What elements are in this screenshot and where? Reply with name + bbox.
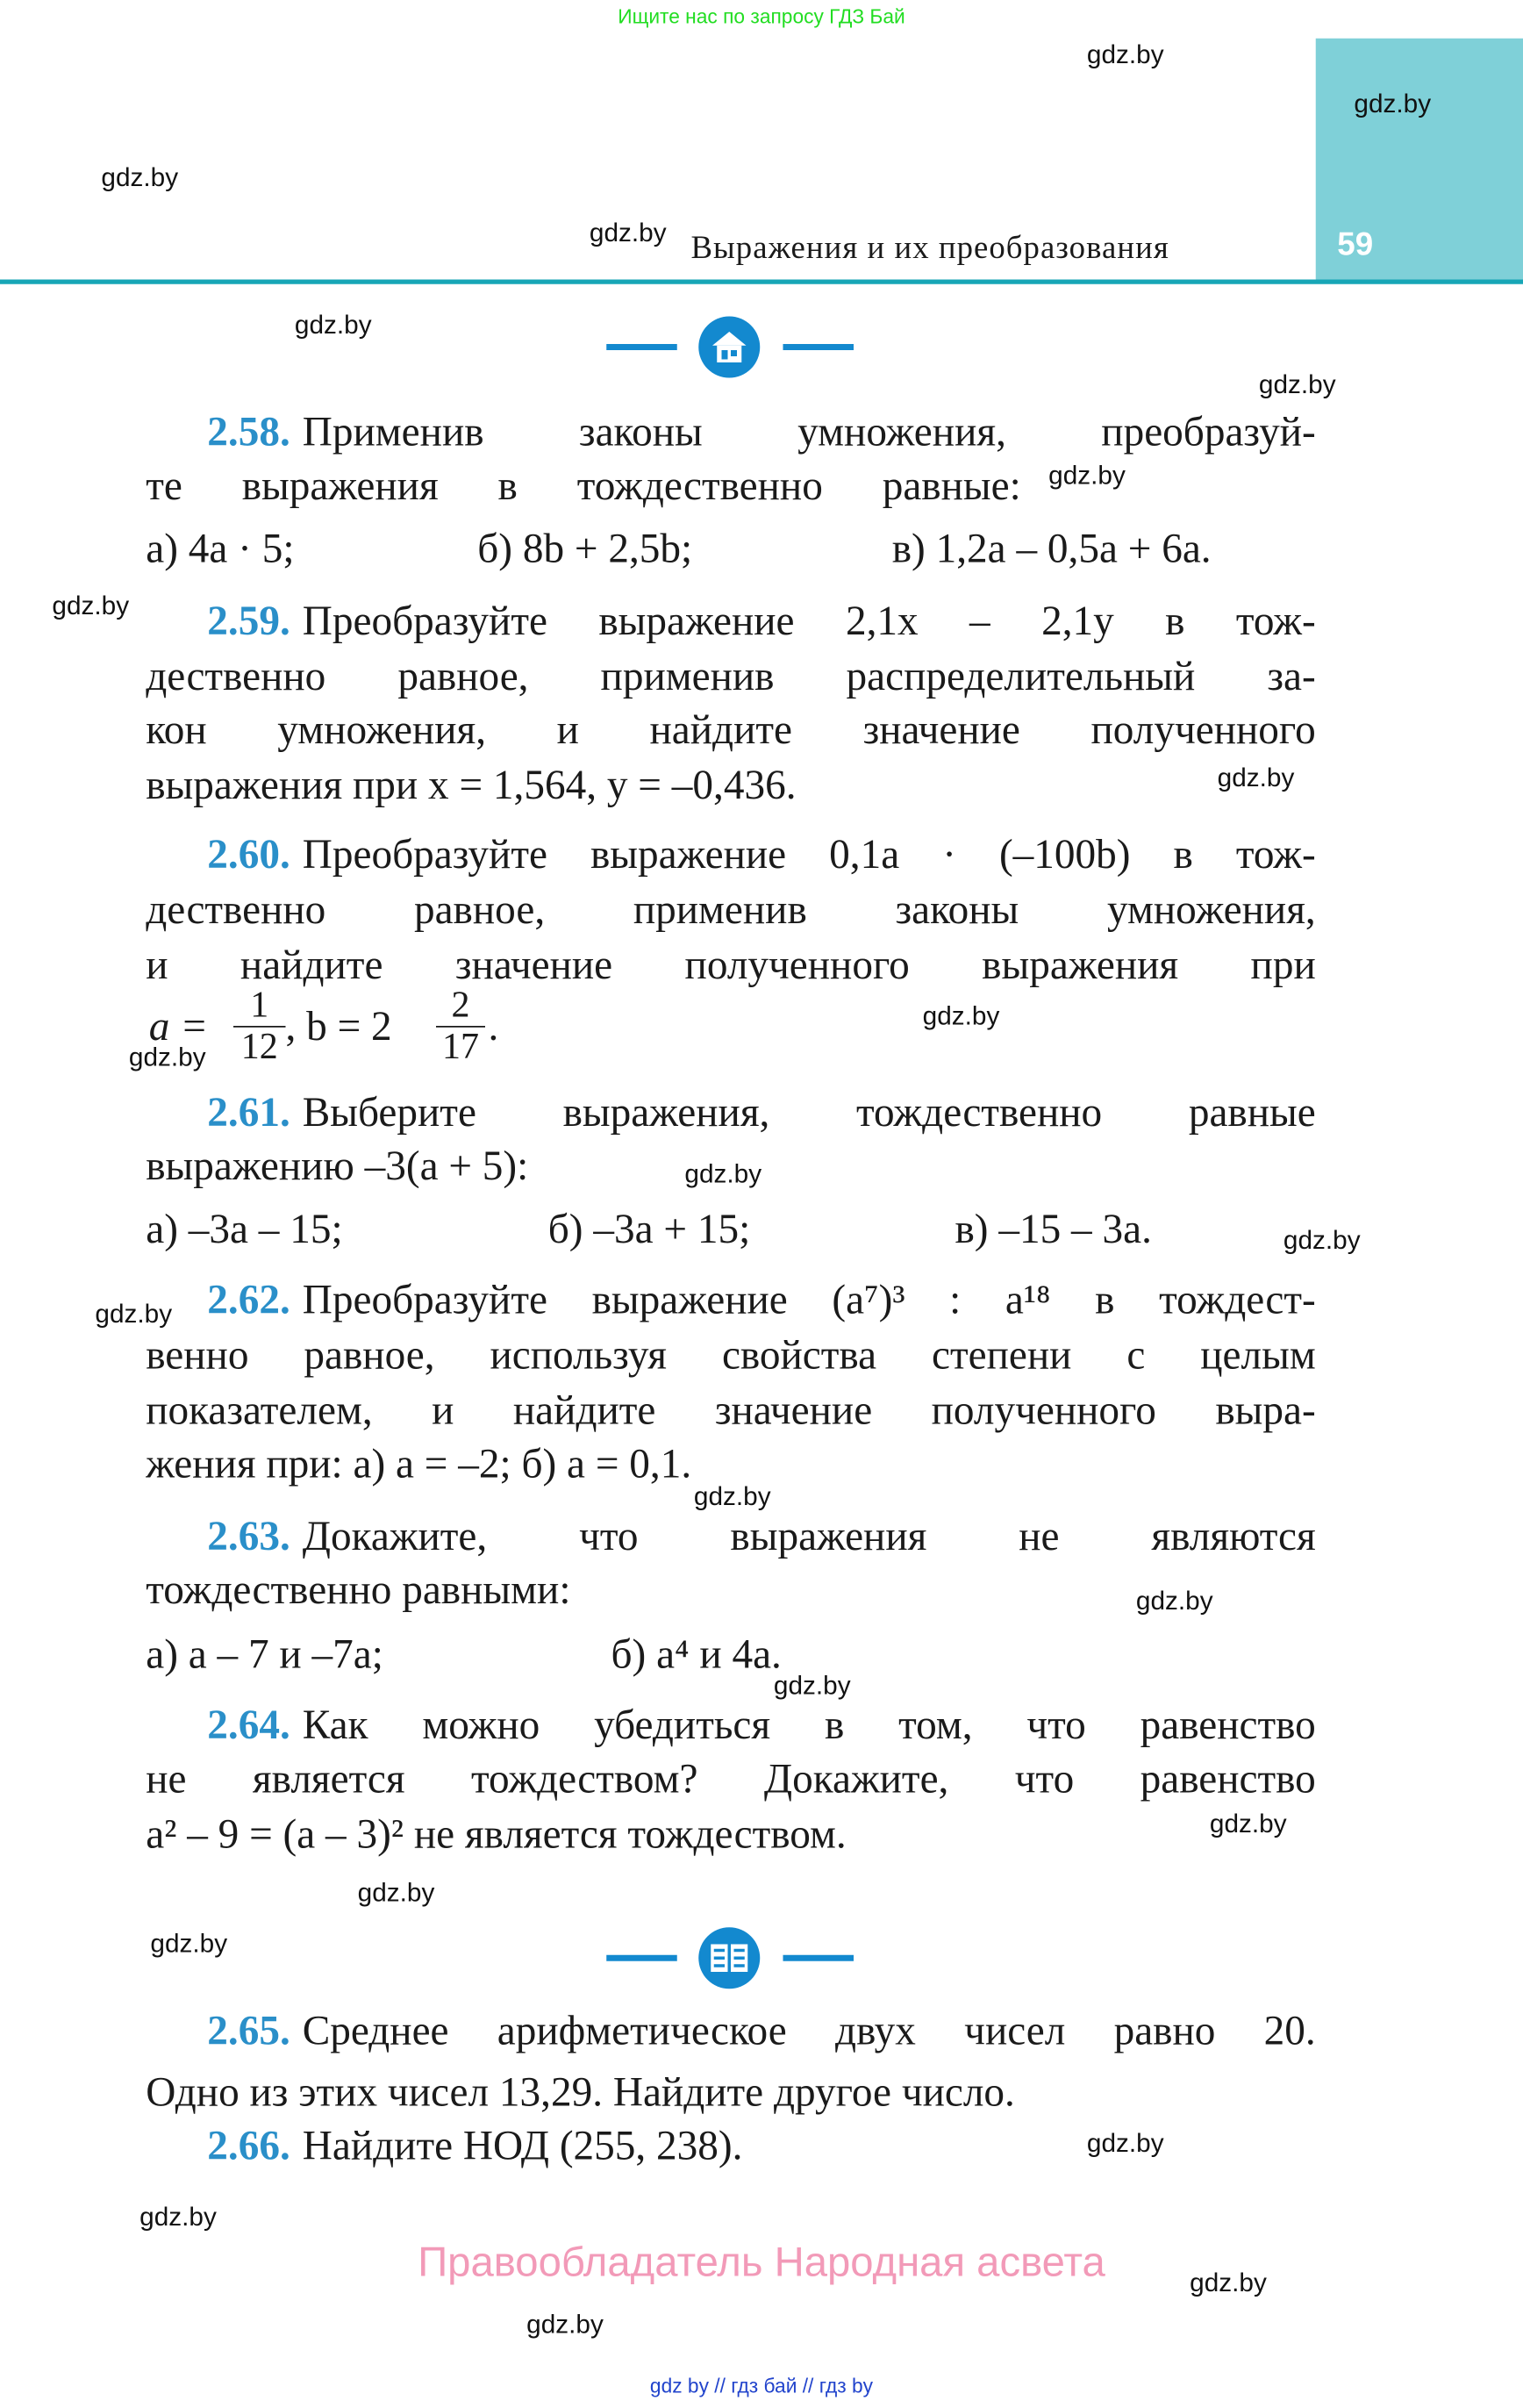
watermark: gdz.by <box>589 218 667 247</box>
book-icon <box>698 1927 760 1989</box>
problem-2-65-line <box>207 2003 1316 2058</box>
numerator: 2 <box>451 985 470 1026</box>
home-icon <box>698 317 760 378</box>
problem-2-62-line: венно равное, используя свойства степени с целым <box>146 1331 1316 1378</box>
option-b: б) a⁴ и 4a. <box>611 1630 782 1677</box>
watermark: gdz.by <box>101 162 179 192</box>
problem-2-64-line <box>207 1697 1316 1752</box>
watermark: gdz.by <box>1086 39 1164 69</box>
problem-2-60-line: дественно равное, применив законы умножения, <box>146 885 1316 933</box>
problem-2-58-line <box>207 404 1316 459</box>
problem-2-62-line: жения при: а) a = –2; б) a = 0,1. <box>146 1440 692 1487</box>
watermark: gdz.by <box>294 310 372 340</box>
problem-2-61-line <box>207 1085 1316 1140</box>
problem-number: 2.58. <box>207 408 290 455</box>
problem-2-59-line: выражения при x = 1,564, y = –0,436. <box>146 762 797 808</box>
watermark: gdz.by <box>95 1299 173 1329</box>
option-b: б) –3a + 15; <box>547 1205 751 1252</box>
problem-2-59-line: кон умножения, и найдите значение полученного <box>146 706 1316 753</box>
period: . <box>488 1002 499 1050</box>
watermark: gdz.by <box>1135 1586 1213 1616</box>
problem-number: 2.64. <box>207 1702 290 1748</box>
problem-number: 2.63. <box>207 1512 290 1559</box>
watermark: gdz.by <box>1354 89 1432 118</box>
denominator: 17 <box>436 1026 485 1067</box>
problem-text: Как можно убедиться в том, что равенство <box>302 1702 1316 1748</box>
problem-2-63-line <box>207 1509 1316 1564</box>
numerator: 1 <box>250 985 269 1026</box>
problem-2-64-line: a² – 9 = (a – 3)² не является тождеством. <box>146 1810 847 1857</box>
option-a: а) a – 7 и –7a; <box>146 1630 383 1677</box>
separator-line <box>783 344 854 350</box>
footer-links[interactable]: gdz by // гдз бай // гдз by <box>649 2374 874 2397</box>
problem-2-59-line <box>207 593 1316 649</box>
fraction-b <box>436 986 485 1068</box>
problem-text: Докажите, что выражения не являются <box>302 1512 1316 1559</box>
problem-2-60-line: и найдите значение полученного выражения при <box>146 941 1316 988</box>
option-a: а) 4a · 5; <box>146 525 295 571</box>
watermark: gdz.by <box>693 1481 771 1511</box>
problem-number: 2.59. <box>207 597 290 644</box>
fraction-a <box>233 986 286 1068</box>
problem-number: 2.62. <box>207 1276 290 1322</box>
watermark: gdz.by <box>1048 461 1126 491</box>
copyright-notice: Правообладатель Народная асвета <box>418 2239 1105 2285</box>
problem-2-61-line: выражению –3(a + 5): <box>146 1143 529 1189</box>
option-b: б) 8b + 2,5b; <box>477 525 693 571</box>
problem-2-62-line <box>207 1272 1316 1327</box>
separator-line <box>606 1955 677 1961</box>
problem-text: Преобразуйте выражение 0,1a · (–100b) в тож- <box>302 830 1316 878</box>
watermark: gdz.by <box>1190 2268 1267 2297</box>
separator-line <box>606 344 677 350</box>
option-c: в) 1,2a – 0,5a + 6a. <box>891 525 1212 571</box>
problem-2-65-line: Одно из этих чисел 13,29. Найдите другое число. <box>146 2068 1015 2115</box>
option-c: в) –15 – 3a. <box>955 1205 1152 1252</box>
denominator: 12 <box>233 1026 286 1067</box>
top-note[interactable]: Ищите нас по запросу ГДЗ Бай <box>618 4 905 28</box>
problem-number: 2.61. <box>207 1088 290 1136</box>
problem-text: Применив законы умножения, преобразуй- <box>302 408 1316 455</box>
watermark: gdz.by <box>357 1878 435 1908</box>
problem-number: 2.60. <box>207 830 290 878</box>
header-rule <box>0 280 1523 284</box>
b-label: , b = 2 <box>285 1002 392 1050</box>
problem-number: 2.66. <box>207 2122 290 2168</box>
option-a: а) –3a – 15; <box>146 1205 343 1252</box>
problem-2-66-line <box>207 2118 742 2173</box>
watermark: gdz.by <box>526 2310 604 2340</box>
running-header-title: Выражения и их преобразования <box>690 228 1169 266</box>
problem-text: Выберите выражения, тождественно равные <box>302 1088 1316 1136</box>
watermark: gdz.by <box>684 1159 762 1189</box>
problem-2-60-line <box>207 827 1316 882</box>
problem-number: 2.65. <box>207 2007 290 2053</box>
watermark: gdz.by <box>52 591 130 620</box>
a-label: a = <box>148 1002 209 1050</box>
problem-text: Преобразуйте выражение (a⁷)³ : a¹⁸ в тождест- <box>302 1276 1316 1322</box>
watermark: gdz.by <box>139 2202 217 2232</box>
problem-2-64-line: не является тождеством? Докажите, что равенство <box>146 1755 1316 1802</box>
watermark: gdz.by <box>1283 1225 1361 1255</box>
watermark: gdz.by <box>150 1929 228 1959</box>
problem-text: Найдите НОД (255, 238). <box>302 2122 743 2168</box>
problem-2-58-line: те выражения в тождественно равные: <box>146 462 1021 509</box>
separator-line <box>783 1955 854 1961</box>
watermark: gdz.by <box>773 1671 851 1701</box>
problem-2-62-line: показателем, и найдите значение полученного выра- <box>146 1387 1316 1433</box>
problem-text: Среднее арифметическое двух чисел равно 20. <box>302 2007 1316 2053</box>
page-number: 59 <box>1337 227 1374 263</box>
problem-2-63-line: тождественно равными: <box>146 1566 571 1613</box>
watermark: gdz.by <box>1258 369 1336 399</box>
watermark: gdz.by <box>1209 1809 1287 1838</box>
problem-2-59-line: дественно равное, применив распределительный за- <box>146 652 1316 699</box>
watermark: gdz.by <box>128 1043 206 1072</box>
watermark: gdz.by <box>1086 2128 1164 2158</box>
problem-text: Преобразуйте выражение 2,1x – 2,1y в тож- <box>302 597 1316 644</box>
watermark: gdz.by <box>922 1001 1000 1031</box>
watermark: gdz.by <box>1217 763 1295 792</box>
